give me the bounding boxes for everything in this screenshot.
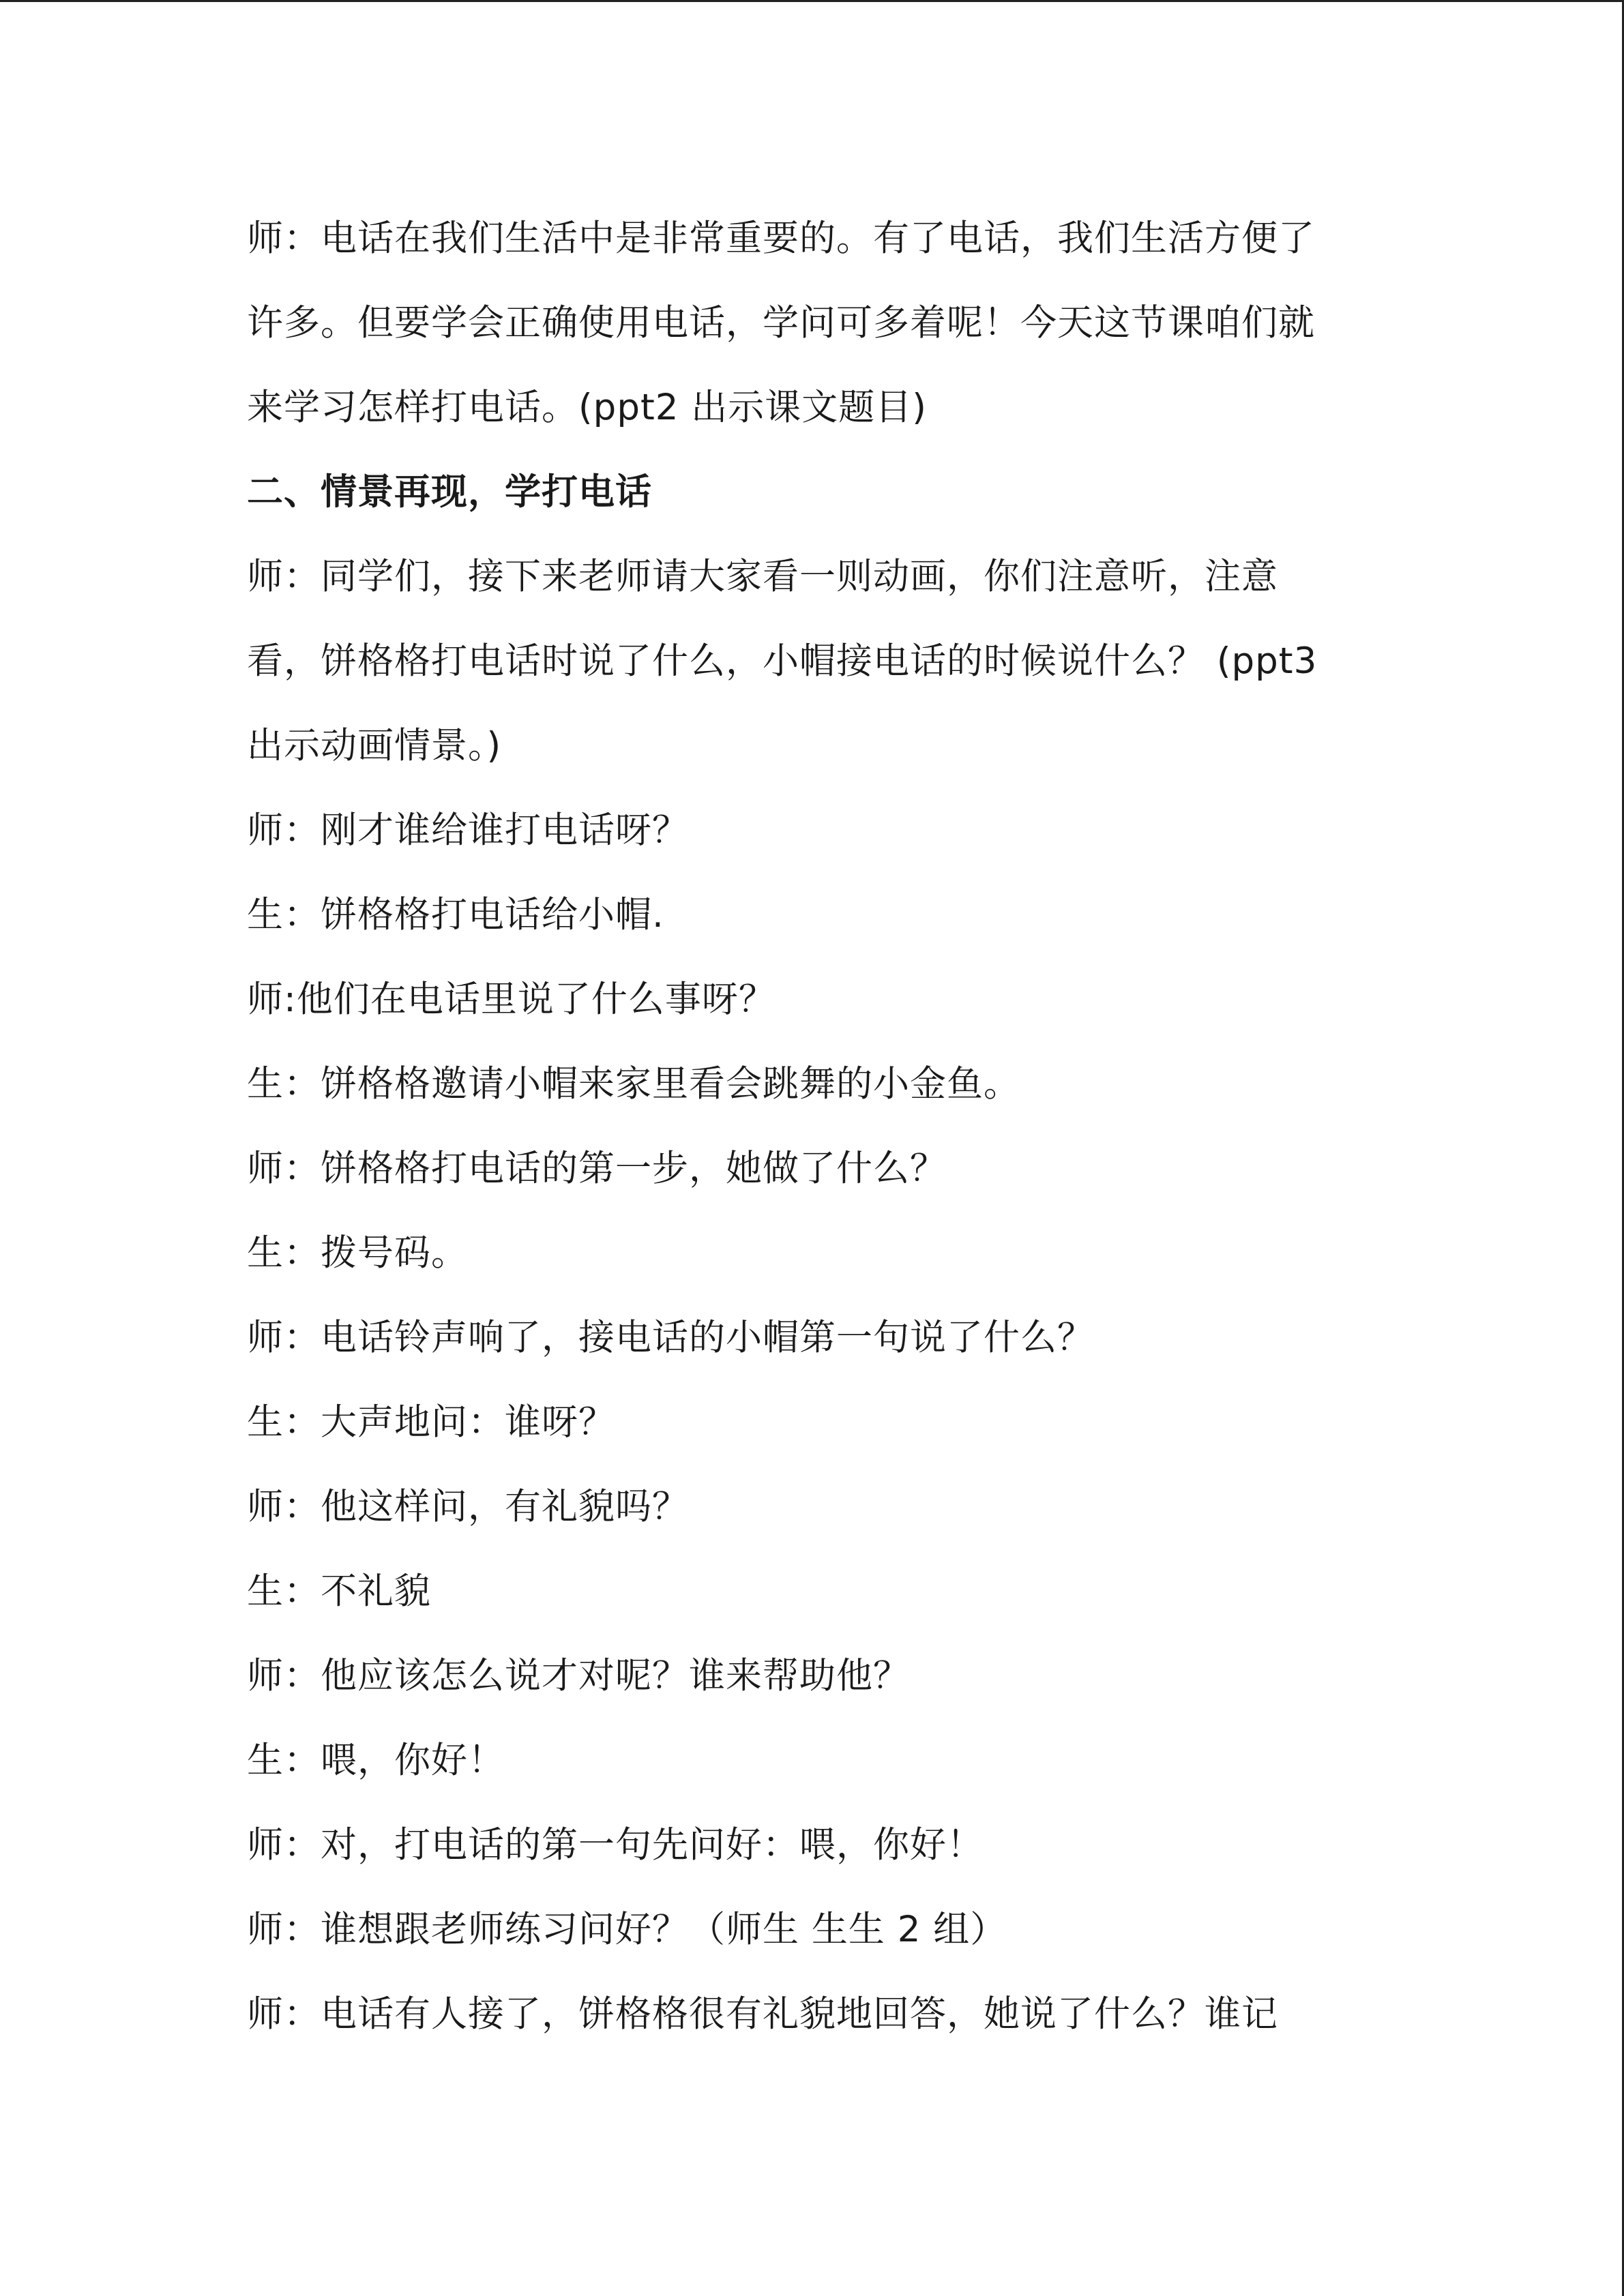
dialogue-line: 师：刚才谁给谁打电话呀？: [247, 809, 689, 851]
page-top-border: [0, 0, 1624, 2]
dialogue-line: 师：饼格格打电话的第一步，她做了什么？: [247, 1148, 947, 1189]
dialogue-line: 生：饼格格邀请小帽来家里看会跳舞的小金鱼。: [247, 1063, 1020, 1105]
paragraph-line: 师：同学们，接下来老师请大家看一则动画，你们注意听，注意: [247, 556, 1278, 597]
section-heading: 二、情景再现，学打电话: [247, 471, 652, 513]
dialogue-line: 生：拨号码。: [247, 1232, 468, 1274]
dialogue-line: 师:他们在电话里说了什么事呀？: [247, 979, 776, 1020]
paragraph-line: 来学习怎样打电话。(ppt2 出示课文题目): [247, 387, 927, 428]
dialogue-line: 师：他这样问，有礼貌吗？: [247, 1486, 689, 1527]
dialogue-line: 师：电话铃声响了，接电话的小帽第一句说了什么？: [247, 1317, 1094, 1358]
paragraph-line: 师：电话在我们生活中是非常重要的。有了电话，我们生活方便了: [247, 218, 1315, 259]
document-body: [247, 205, 1393, 2065]
paragraph-line: 许多。但要学会正确使用电话，学问可多着呢！今天这节课咱们就: [247, 302, 1315, 344]
paragraph-line: 出示动画情景。): [247, 725, 502, 766]
paragraph-line: 看，饼格格打电话时说了什么，小帽接电话的时候说什么？ (ppt3: [247, 640, 1318, 682]
dialogue-line: 生：喂，你好！: [247, 1740, 505, 1781]
dialogue-line: 师：电话有人接了，饼格格很有礼貌地回答，她说了什么？谁记: [247, 1993, 1278, 2035]
dialogue-line: 生：饼格格打电话给小帽.: [247, 894, 664, 936]
dialogue-line: 师：他应该怎么说才对呢？谁来帮助他？: [247, 1655, 910, 1697]
dialogue-line: 生：大声地问：谁呀？: [247, 1401, 615, 1443]
dialogue-line: 师：谁想跟老师练习问好？（师生 生生 2 组）: [247, 1909, 1007, 1950]
dialogue-line: 生：不礼貌: [247, 1570, 431, 1612]
dialogue-line: 师：对，打电话的第一句先问好：喂，你好！: [247, 1824, 984, 1866]
